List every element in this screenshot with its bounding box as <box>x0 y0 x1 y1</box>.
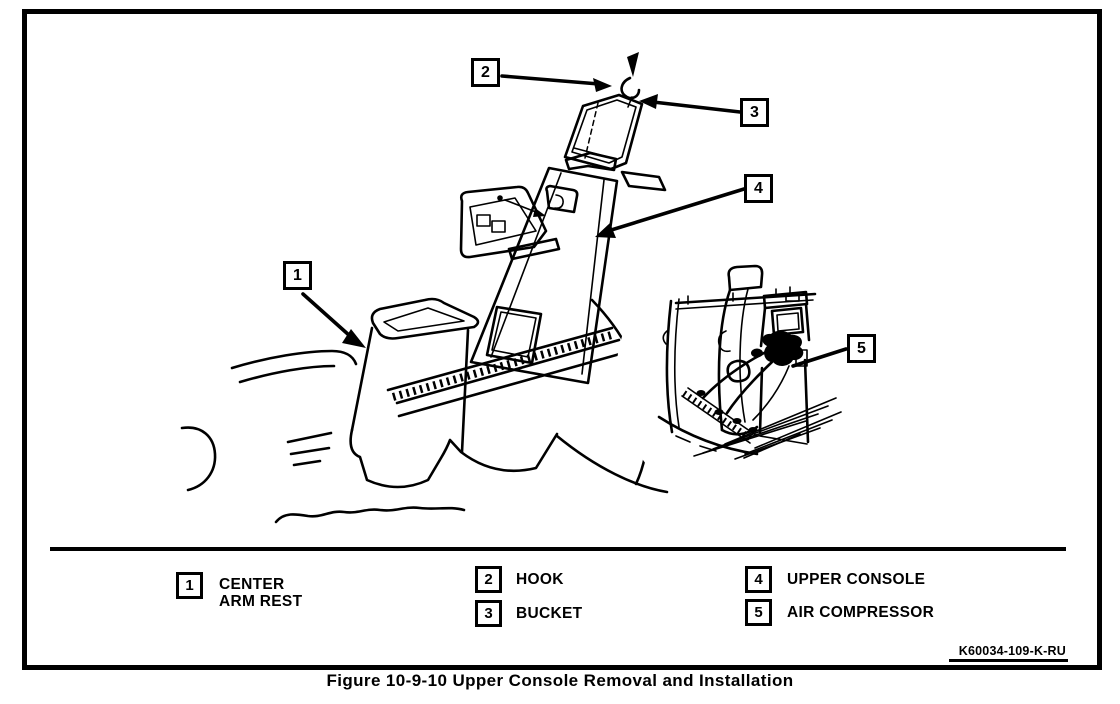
callout-3-box: 3 <box>740 98 769 127</box>
detail-circle-inset <box>616 236 898 518</box>
leader-line-4 <box>608 189 744 231</box>
callout-5-box: 5 <box>847 334 876 363</box>
figure-caption: Figure 10-9-10 Upper Console Removal and Installation <box>326 671 794 690</box>
screw-arrowhead <box>533 208 546 217</box>
console-sill-hatch <box>388 328 627 416</box>
callout-4-box: 4 <box>744 174 773 203</box>
legend-num-3: 3 <box>475 600 502 627</box>
legend-num-2: 2 <box>475 566 502 593</box>
legend-label-5: AIR COMPRESSOR <box>787 604 935 621</box>
callout-1-box: 1 <box>283 261 312 290</box>
legend-label-1-line1: CENTER <box>219 576 285 593</box>
legend-num-4: 4 <box>745 566 772 593</box>
legend-label-1 <box>219 576 302 610</box>
legend-label-4: UPPER CONSOLE <box>787 571 926 588</box>
figure-part-code: K60034-109-K-RU <box>949 644 1068 662</box>
hook-drawing <box>622 52 639 107</box>
leader-line-2 <box>502 76 599 84</box>
leader-line-3 <box>653 102 740 112</box>
legend-label-2: HOOK <box>516 571 564 588</box>
callout-2-box: 2 <box>471 58 500 87</box>
legend-label-3: BUCKET <box>516 605 583 622</box>
center-armrest-drawing <box>351 299 557 487</box>
leader-line-1 <box>303 294 350 336</box>
legend-num-1: 1 <box>176 572 203 599</box>
legend-num-5: 5 <box>745 599 772 626</box>
arrowhead-2 <box>593 78 612 92</box>
legend-label-1-line2: ARM REST <box>219 593 303 610</box>
seat-outline-drawing <box>182 351 464 522</box>
